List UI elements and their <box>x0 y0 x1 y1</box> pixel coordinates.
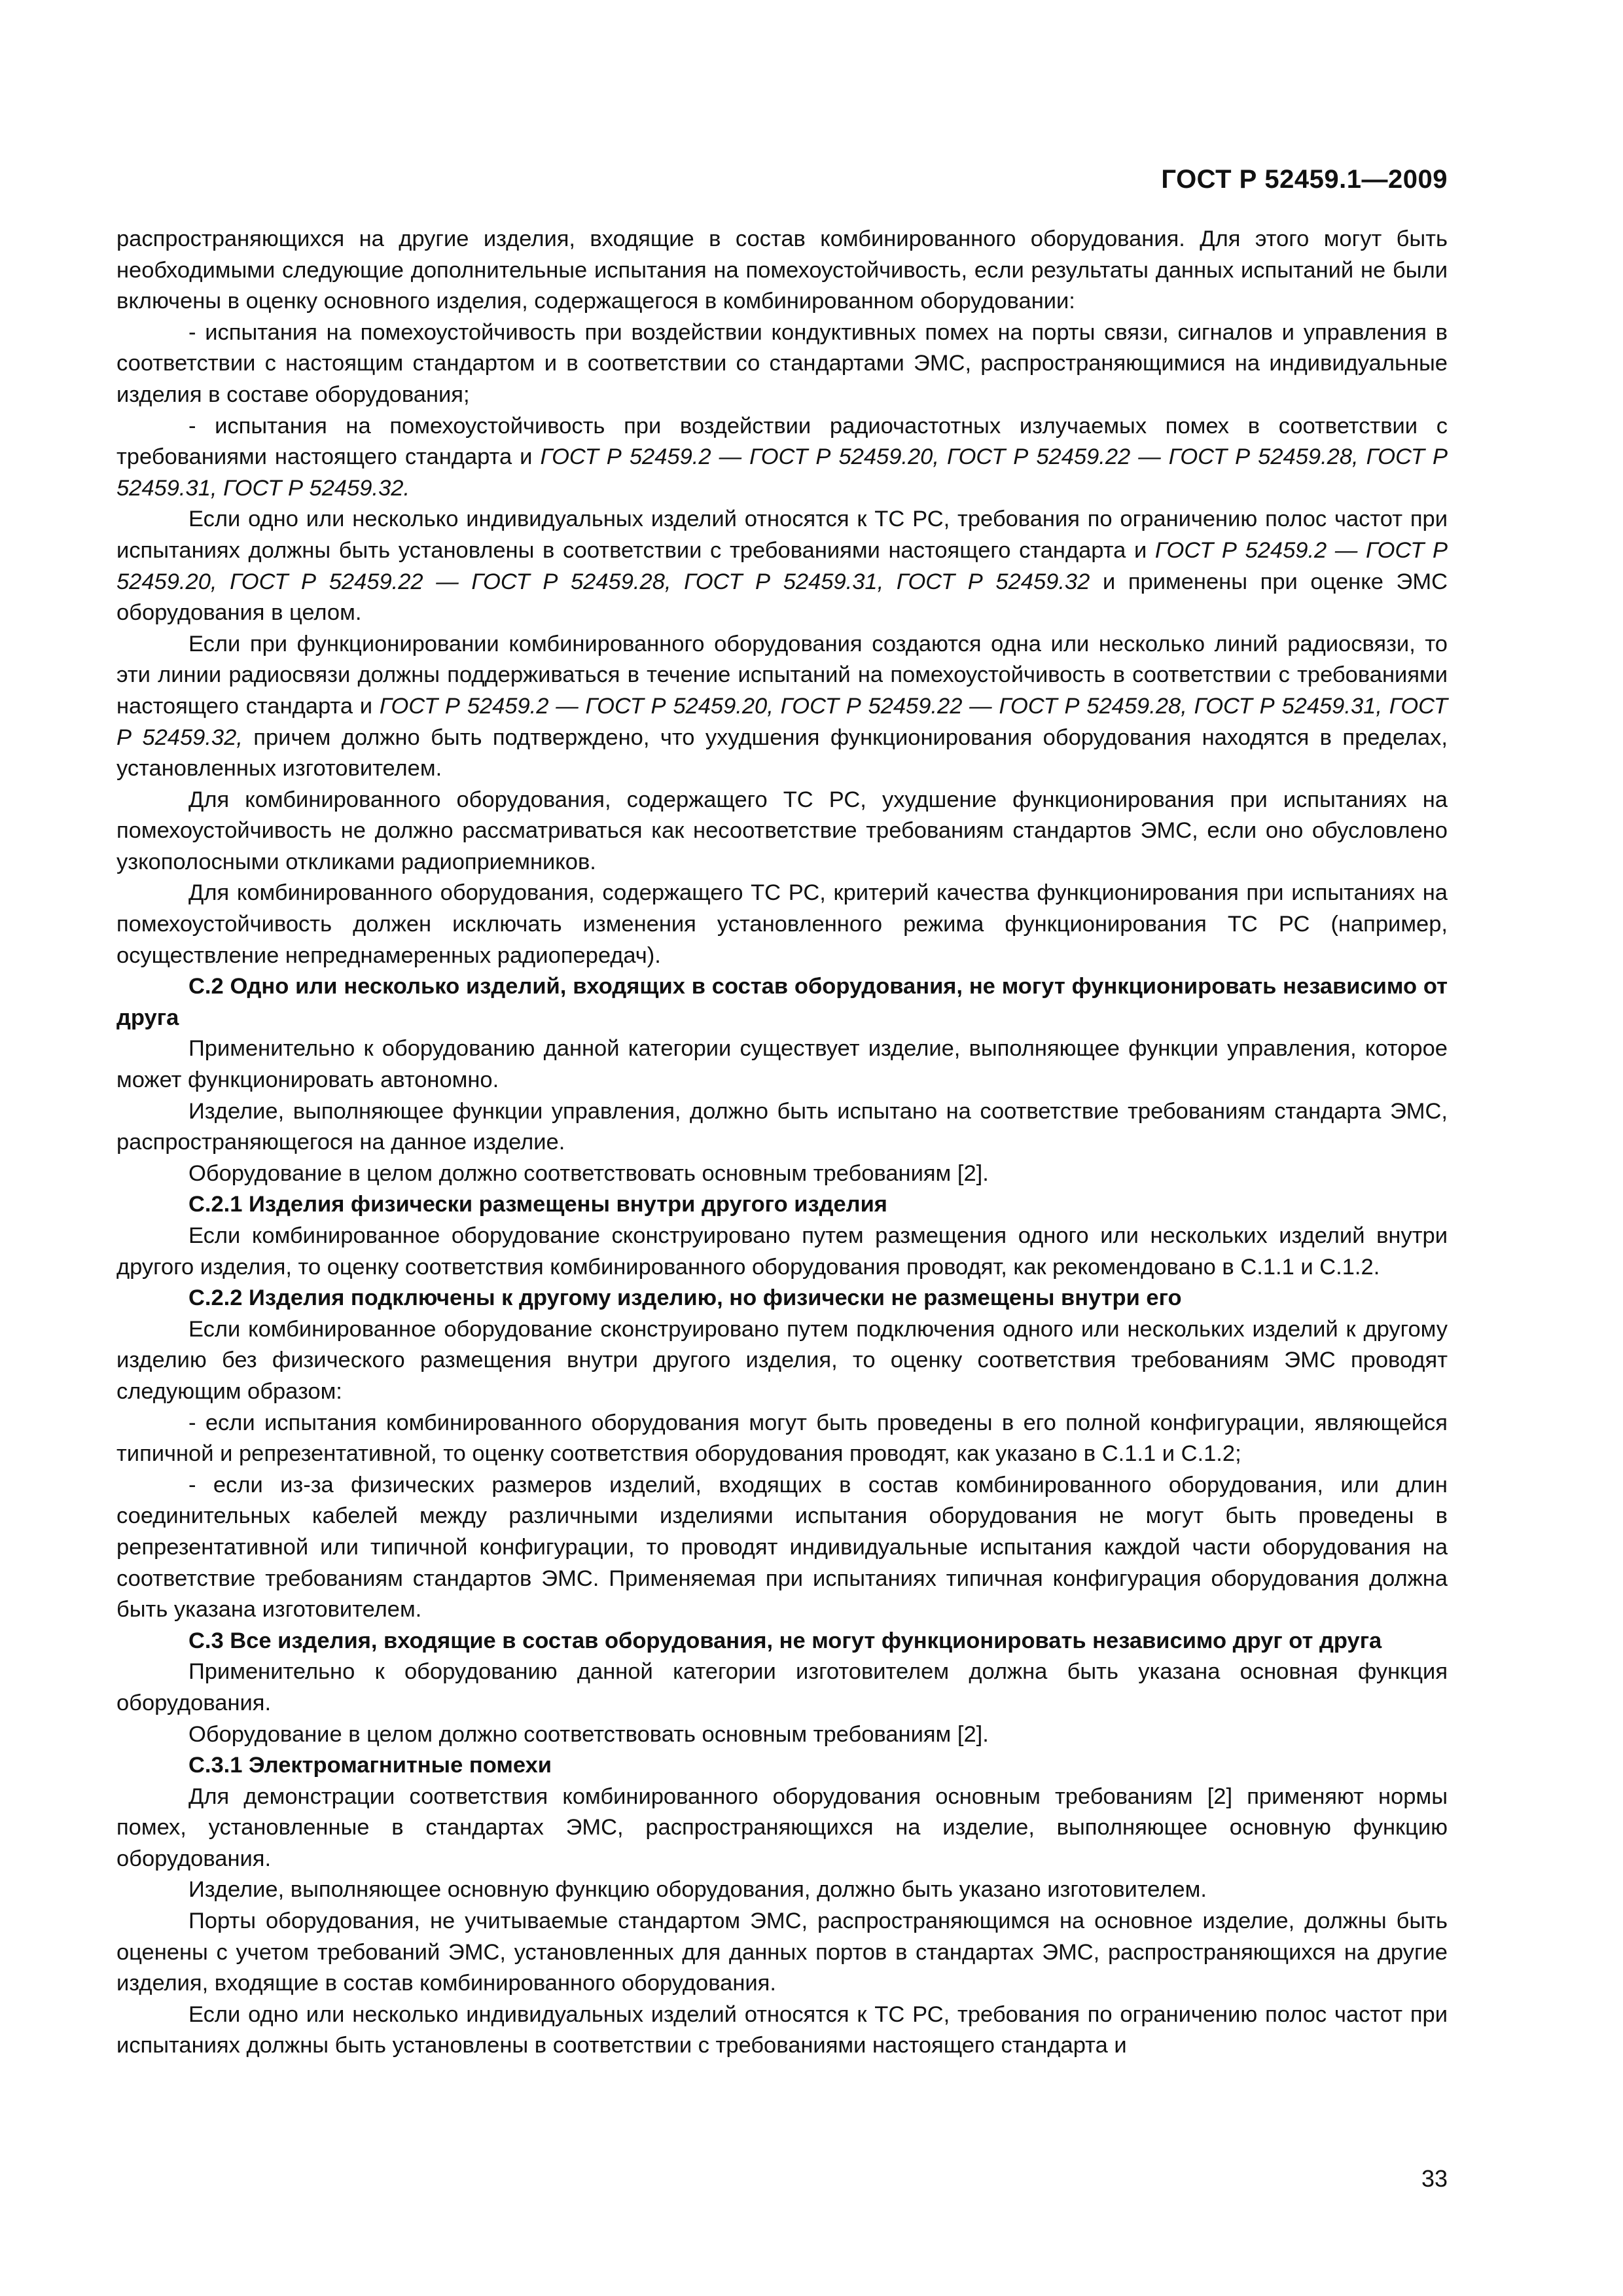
page-number-text: 33 <box>1421 2165 1448 2192</box>
paragraph-text: причем должно быть подтверждено, что ухудшения функционирования оборудования находятся в пределах, установленных изготовителем. <box>116 725 1448 781</box>
page-number <box>1421 2165 1448 2193</box>
paragraph <box>116 224 1448 317</box>
heading-text: С.3.1 Электромагнитные помехи <box>188 1753 552 1778</box>
paragraph <box>116 1874 1448 1906</box>
paragraph-text: Для комбинированного оборудования, содержащего ТС РС, ухудшение функционирования при испытаниях на помехоустойчивость не должно рассматриваться как несоответствие требованиям стандартов ЭМС, если оно обусловлено узкополосными откликами радиоприемников. <box>116 787 1448 874</box>
section-heading <box>116 1283 1448 1314</box>
paragraph-text: Применительно к оборудованию данной категории существует изделие, выполняющее функции управления, которое может функционировать автономно. <box>116 1036 1448 1093</box>
heading-text: С.2.1 Изделия физически размещены внутри другого изделия <box>188 1192 887 1217</box>
paragraph <box>116 1096 1448 1158</box>
paragraph-text: Для демонстрации соответствия комбинированного оборудования основным требованиям [2] применяют нормы помех, установленные в стандартах ЭМС, распространяющихся на изделие, выполняющее основную функцию оборудования. <box>116 1784 1448 1871</box>
paragraph <box>116 1719 1448 1751</box>
heading-text: С.3 Все изделия, входящие в состав оборудования, не могут функционировать независимо друг от друга <box>188 1628 1382 1653</box>
section-heading <box>116 1626 1448 1657</box>
list-item <box>116 1408 1448 1470</box>
paragraph <box>116 1033 1448 1096</box>
list-item <box>116 411 1448 505</box>
section-heading <box>116 1189 1448 1221</box>
paragraph-text: - если испытания комбинированного оборудования могут быть проведены в его полной конфигурации, являющейся типичной и репрезентативной, то оценку соответствия оборудования проводят, как указано в С.1.1 и С.1.2; <box>116 1410 1448 1467</box>
paragraph-text: Изделие, выполняющее функции управления, должно быть испытано на соответствие требованиям стандарта ЭМС, распространяющегося на данное изделие. <box>116 1098 1448 1155</box>
paragraph-text: Если комбинированное оборудование сконструировано путем размещения одного или нескольких изделий внутри другого изделия, то оценку соответствия комбинированного оборудования проводят, как рекомендовано в С.1.1 и С.1.2. <box>116 1223 1448 1280</box>
paragraph <box>116 629 1448 785</box>
heading-text: С.2 Одно или несколько изделий, входящих в состав оборудования, не могут функционировать независимо от друга <box>116 974 1448 1030</box>
paragraph-text: Изделие, выполняющее основную функцию оборудования, должно быть указано изготовителем. <box>188 1877 1207 1903</box>
paragraph <box>116 1657 1448 1719</box>
paragraph-text: Если при функционировании комбинированного оборудования создаются одна или несколько линий радиосвязи, то эти линии радиосвязи должны поддерживаться в течение испытаний на помехоустойчивость в соответствии с требованиями настоящего стандарта и <box>116 631 1448 719</box>
section-heading <box>116 1750 1448 1782</box>
list-item <box>116 1470 1448 1626</box>
paragraph-text: - если из-за физических размеров изделий, входящих в состав комбинированного оборудования, или длин соединительных кабелей между различными изделиями испытания оборудования не могут быть проведены в репрезентативной или типичной конфигурации, то проводят индивидуальные испытания каждой части оборудования на соответствие требованиям стандартов ЭМС. Применяемая при испытаниях типичная конфигурация оборудования должна быть указана изготовителем. <box>116 1472 1448 1623</box>
paragraph-text: Если комбинированное оборудование сконструировано путем подключения одного или нескольких изделий к другому изделию без физического размещения внутри другого изделия, то оценку соответствия требованиям ЭМС проводят следующим образом: <box>116 1316 1448 1404</box>
standard-reference: ГОСТ Р 52459.2 — ГОСТ Р 52459.20, ГОСТ Р 52459.22 — ГОСТ Р 52459.28, ГОСТ Р 52459.31, ГОСТ Р 52459.32. <box>116 444 1448 501</box>
paragraph-text: - испытания на помехоустойчивость при воздействии радиочастотных излучаемых помех в соответствии с требованиями настоящего стандарта и <box>116 413 1448 470</box>
paragraph <box>116 785 1448 878</box>
document-body <box>116 224 1448 2062</box>
paragraph-text: распространяющихся на другие изделия, входящие в состав комбинированного оборудования. Для этого могут быть необходимыми следующие дополнительные испытания на помехоустойчивость, если результаты данных испытаний не были включены в оценку основного изделия, содержащегося в комбинированном оборудовании: <box>116 226 1448 314</box>
paragraph-text: Применительно к оборудованию данной категории изготовителем должна быть указана основная функция оборудования. <box>116 1659 1448 1715</box>
section-heading <box>116 971 1448 1033</box>
paragraph <box>116 1221 1448 1283</box>
paragraph <box>116 1158 1448 1190</box>
standard-reference: ГОСТ Р 52459.2 — ГОСТ Р 52459.20, ГОСТ Р 52459.22 — ГОСТ Р 52459.28, ГОСТ Р 52459.31, ГОСТ Р 52459.32 <box>116 537 1448 594</box>
list-item <box>116 317 1448 411</box>
paragraph-text: Если одно или несколько индивидуальных изделий относятся к ТС РС, требования по ограничению полос частот при испытаниях должны быть установлены в соответствии с требованиями настоящего стандарта и <box>116 507 1448 563</box>
document-header <box>1161 165 1448 194</box>
paragraph-text: Порты оборудования, не учитываемые стандартом ЭМС, распространяющимся на основное изделие, должны быть оценены с учетом требований ЭМС, установленных для данных портов в стандартах ЭМС, распространяющихся на другие изделия, входящие в состав комбинированного оборудования. <box>116 1909 1448 1996</box>
paragraph <box>116 1906 1448 2000</box>
paragraph-text: Оборудование в целом должно соответствовать основным требованиям [2]. <box>188 1160 989 1186</box>
paragraph <box>116 504 1448 628</box>
paragraph-text: - испытания на помехоустойчивость при воздействии кондуктивных помех на порты связи, сигналов и управления в соответствии с настоящим стандартом и в соответствии со стандартами ЭМС, распространяющимися на индивидуальные изделия в составе оборудования; <box>116 319 1448 407</box>
standard-code: ГОСТ Р 52459.1—2009 <box>1161 165 1448 194</box>
paragraph-text: Оборудование в целом должно соответствовать основным требованиям [2]. <box>188 1721 989 1747</box>
paragraph <box>116 1314 1448 1408</box>
standard-reference: ГОСТ Р 52459.2 — ГОСТ Р 52459.20, ГОСТ Р 52459.22 — ГОСТ Р 52459.28, ГОСТ Р 52459.31, ГОСТ Р 52459.32, <box>116 693 1448 750</box>
paragraph <box>116 2000 1448 2062</box>
paragraph-text: Если одно или несколько индивидуальных изделий относятся к ТС РС, требования по ограничению полос частот при испытаниях должны быть установлены в соответствии с требованиями настоящего стандарта и <box>116 2001 1448 2058</box>
paragraph-text: Для комбинированного оборудования, содержащего ТС РС, критерий качества функционирования при испытаниях на помехоустойчивость должен исключать изменения установленного режима функционирования ТС РС (например, осуществление непреднамеренных радиопередач). <box>116 880 1448 968</box>
paragraph <box>116 1782 1448 1875</box>
paragraph-text: и применены при оценке ЭМС оборудования в целом. <box>116 569 1448 626</box>
heading-text: С.2.2 Изделия подключены к другому изделию, но физически не размещены внутри его <box>188 1285 1182 1311</box>
paragraph <box>116 878 1448 971</box>
